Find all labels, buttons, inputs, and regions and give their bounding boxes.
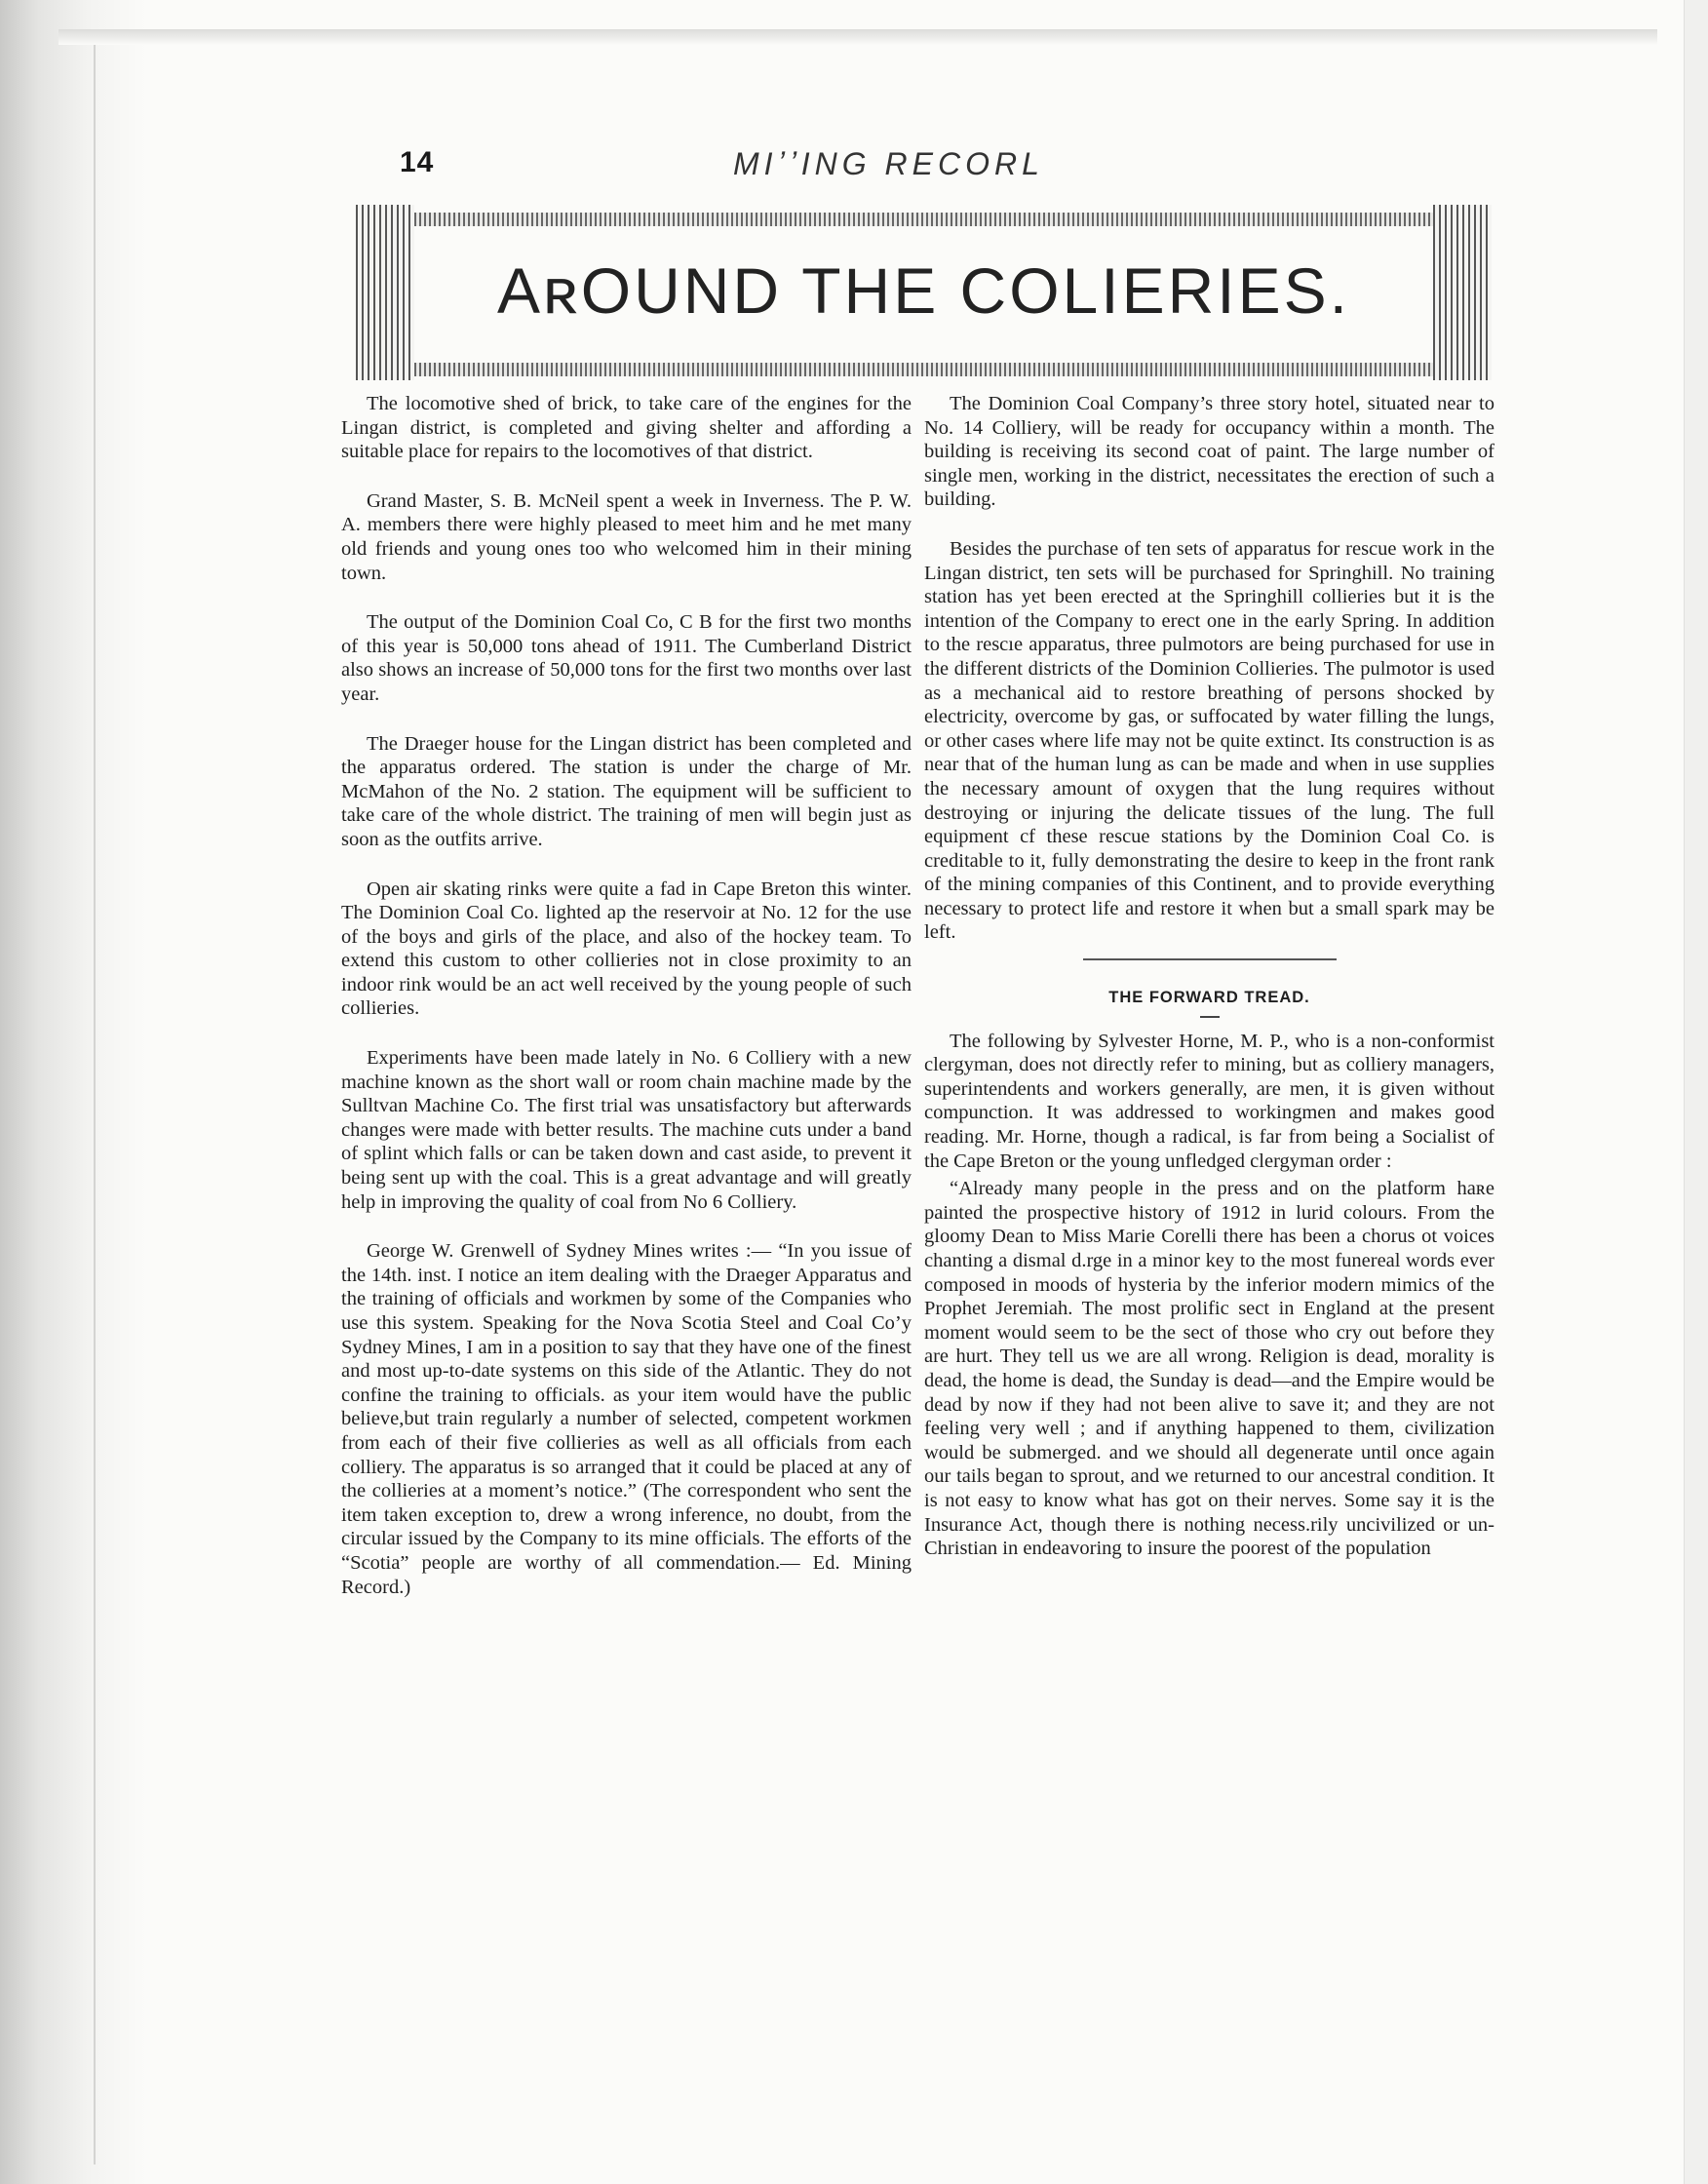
article-intro: The following by Sylvester Horne, M. P., who is a non-conformist clergyman, does not directly refer to mining, but as colliery managers, superintendents and workers generally, are men, it is given without compunction. It was addressed to workingmen and makes good reading. Mr. Horne, though a radical, is far from being a Socialist of the Cape Breton or the young unfledged clergyman order : xyxy=(924,1030,1494,1172)
page-number: 14 xyxy=(400,146,435,178)
page-fold-line xyxy=(94,39,96,2164)
news-item-hotel: The Dominion Coal Company’s three story hotel, situated near to No. 14 Colliery, will be ready for occupancy within a month. The building is receiving its second coat of paint. The large number of single men, working in the district, necessitates the erection of such a building. xyxy=(924,393,1494,511)
section-heading: THE FORWARD TREAD. xyxy=(1108,989,1310,1007)
section-divider xyxy=(1083,958,1337,960)
banner-title: AʀOUND THE COLIERIES. xyxy=(496,254,1350,327)
banner-ornament-left xyxy=(356,205,414,380)
banner-ornament-top xyxy=(356,213,1492,226)
banner-title-box xyxy=(424,232,1423,349)
news-item-locomotive-shed: The locomotive shed of brick, to take care of the engines for the Lingan district, is completed and giving shelter and affording a suitable place for repairs to the locomotives of that district. xyxy=(341,393,912,463)
news-item-draeger-house: The Draeger house for the Lingan district has been completed and the apparatus ordered. The station is under the charge of Mr. McMahon of the No. 2 station. The equipment will be sufficient to take care of the whole district. The training of men will begin just as soon as the outfits arrive. xyxy=(341,732,912,850)
right-column xyxy=(924,392,1494,1586)
news-item-coal-output: The output of the Dominion Coal Co, C B for the first two months of this year is 50,000 tons ahead of 1911. The Cumberland District also shows an increase of 50,000 tons for the first two months over last year. xyxy=(341,611,912,705)
banner-ornament-bottom xyxy=(356,363,1492,376)
news-item-machine-experiments: Experiments have been made lately in No. 6 Colliery with a new machine known as the short wall or room chain machine made by the Sulltvan Machine Co. The first trial was unsatisfactory but afterwards changes were made with better results. The machine cuts under a band of splint which falls or can be taken down and cast aside, to prevent it being sent up with the coal. This is a great advantage and will greatly help in improving the quality of coal from No 6 Colliery. xyxy=(341,1047,912,1213)
page-top-shadow xyxy=(58,29,1657,45)
news-item-rescue-apparatus: Besides the purchase of ten sets of apparatus for rescue work in the Lingan district, ten sets will be purchased for Springhill. No training station has yet been erected at the Springhill collieries but it is the intention of the Company to erect one in the early Spring. In addition to the rescıe apparatus, three pulmotors are being purchased for use in the different districts of the Dominion Collieries. The pulmotor is used as a mechanical aid to restore breathing of persons shocked by electricity, overcome by gas, or suffocated by water filling the lungs, or other cases where life may not be quite extinct. Its construction is as near that of the human lung as can be made and when in use supplies the necessary amount of oxygen that the lung requires without destroying or injuring the delicate tissues of the lung. The full equipment cf these rescue stations by the Dominion Coal Co. is creditable to it, fully demonstrating the desire to keep in the front rank of the mining companies of this Continent, and to provide everything necessary to protect life and restore it when but a small spark may be left. xyxy=(924,537,1494,944)
page-edge-shadow xyxy=(0,0,146,2184)
page-right-edge xyxy=(1684,0,1708,2184)
heading-dash xyxy=(1200,1016,1220,1018)
section-banner xyxy=(356,205,1492,380)
news-item-grenwell-letter: George W. Grenwell of Sydney Mines writes :— “In you issue of the 14th. inst. I notice an item dealing with the Draeger Apparatus and the training of officials and workmen by some of the Companies who use this system. Speaking for the Nova Scotia Steel and Coal Co’y Sydney Mines, I am in a position to say that they have one of the finest and most up-to-date systems on this side of the Atlantic. They do not confine the training to officials. as your item would have the public believe,but train regularly a number of selected, competent workmen from each of their five collieries as well as all officials from each colliery. The apparatus is so arranged that it could be placed at any of the collieries at a moment’s notice.” (The correspondent who sent the item taken exception to, drew a wrong inference, no doubt, from the circular issued by the Company to its mine officials. The efforts of the “Scotia” people are worthy of all commendation.— Ed. Mining Record.) xyxy=(341,1240,912,1598)
left-column xyxy=(341,392,912,1624)
banner-ornament-right xyxy=(1433,205,1492,380)
news-item-skating-rinks: Open air skating rinks were quite a fad in Cape Breton this winter. The Dominion Coal Co. lighted ap the reservoir at No. 12 for the use of the boys and girls of the place, and also of the hockey team. To extend this custom to other collieries not in close proximity to an indoor rink would be an act well received by the young people of such collieries. xyxy=(341,878,912,1020)
news-item-grand-master: Grand Master, S. B. McNeil spent a week in Inverness. The P. W. A. members there were highly pleased to meet him and he met many old friends and young ones too who welcomed him in their mining town. xyxy=(341,489,912,584)
running-head: MIʼʼING RECORL xyxy=(733,146,1044,181)
article-quote: “Already many people in the press and on the platform haʀe painted the prospective history of 1912 in lurid colours. From the gloomy Dean to Miss Marie Corelli there has been a chorus ot voices chanting a dismal d.rge in a minor key to the most funereal words ever composed in moods of hysteria by the inferior modern mimics of the Prophet Jeremiah. The most prolific sect in England at the present moment would seem to be the sect of those who cry out before they are hurt. They tell us we are all wrong. Religion is dead, morality is dead, the home is dead, the Sunday is dead—and the Empire would be dead by now if they had not been alive to save it; and they are not feeling very well ; and if anything happened to them, civilization would be submerged. and we should all degenerate until once again our tails began to sprout, and we returned to our ancestral condition. It is not easy to know what has got on their nerves. Some say it is the Insurance Act, though there is nothing necess.rily uncivilized or un-Christian in endeavoring to insure the poorest of the population xyxy=(924,1178,1494,1560)
